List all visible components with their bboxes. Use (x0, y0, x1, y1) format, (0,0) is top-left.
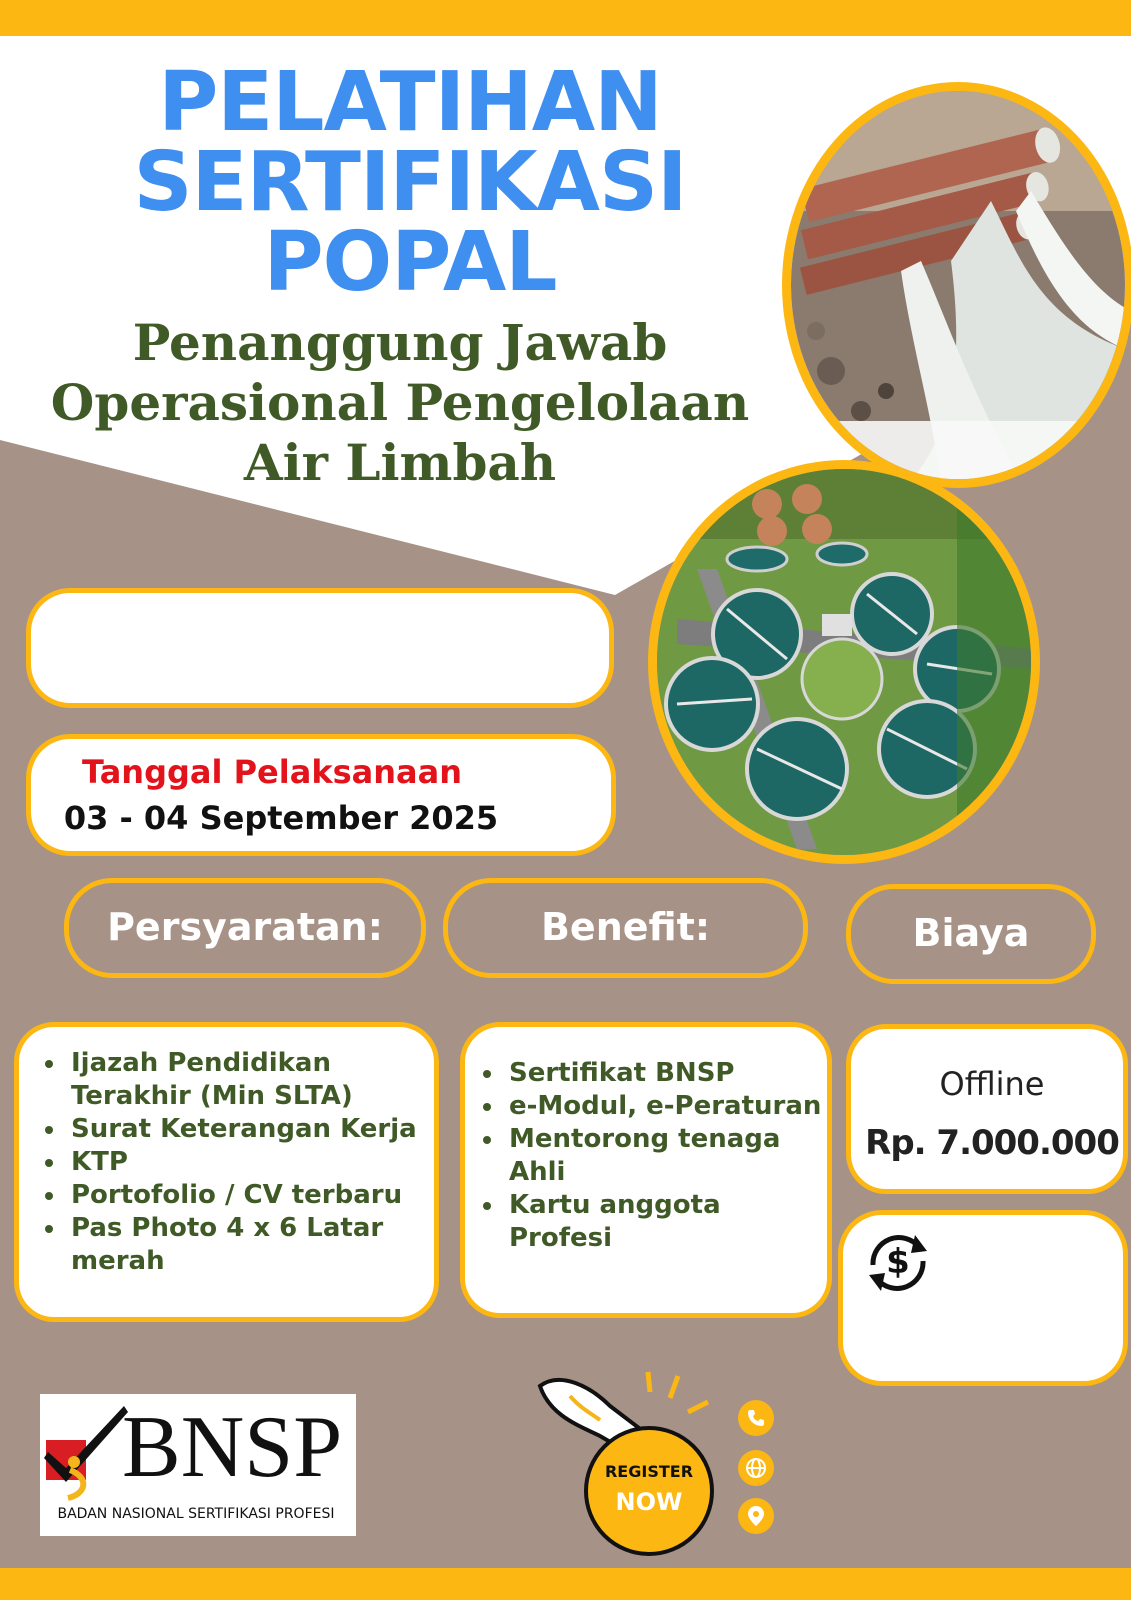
register-now-button[interactable] (584, 1426, 714, 1556)
globe-icon[interactable] (738, 1450, 774, 1486)
bottom-accent-bar (0, 1568, 1131, 1600)
benefits-heading: Benefit: (443, 878, 808, 978)
requirements-box (14, 1022, 439, 1322)
refund-box (838, 1210, 1128, 1386)
subtitle-line-1: Penanggung Jawab (132, 313, 668, 372)
requirements-list (29, 1047, 434, 1278)
now-label: NOW (615, 1488, 683, 1516)
schedule-box (26, 734, 616, 856)
schedule-label: Tanggal Pelaksanaan (82, 753, 462, 791)
benefit-item: • Sertifikat BNSP (505, 1057, 827, 1090)
benefits-box (460, 1022, 832, 1318)
schedule-date: 03 - 04 September 2025 (63, 799, 499, 837)
requirement-item: • Portofolio / CV terbaru (67, 1179, 434, 1212)
bnsp-logo-text: BNSP (122, 1399, 343, 1496)
svg-text:$: $ (886, 1242, 910, 1282)
subtitle-line-3: Air Limbah (243, 433, 557, 492)
title-line-1: PELATIHAN (158, 55, 662, 150)
requirement-item: • Surat Keterangan Kerja (67, 1113, 434, 1146)
subtitle-line-2: Operasional Pengelolaan (50, 373, 750, 432)
price-amount: Rp. 7.000.000 (865, 1123, 1119, 1163)
price-mode: Offline (939, 1065, 1045, 1103)
phone-icon[interactable] (738, 1400, 774, 1436)
register-label: REGISTER (604, 1462, 694, 1481)
benefit-item: • Mentorong tenaga Ahli (505, 1123, 827, 1189)
bnsp-emblem-icon (40, 1402, 130, 1502)
title-line-2: SERTIFIKASI (133, 135, 687, 230)
requirement-item: • Pas Photo 4 x 6 Latar merah (67, 1212, 434, 1278)
treatment-plant-photo (648, 460, 1040, 864)
benefit-item: • e-Modul, e-Peraturan (505, 1090, 827, 1123)
price-box (846, 1024, 1128, 1194)
requirement-item: • KTP (67, 1146, 434, 1179)
bnsp-logo (40, 1394, 356, 1536)
cost-heading: Biaya (846, 884, 1096, 984)
benefit-item: • Kartu anggota Profesi (505, 1189, 827, 1255)
location-pin-icon[interactable] (738, 1498, 774, 1534)
requirements-heading: Persyaratan: (64, 878, 426, 978)
bnsp-caption: BADAN NASIONAL SERTIFIKASI PROFESI (57, 1506, 335, 1522)
blank-info-box (26, 588, 614, 708)
wastewater-pipes-photo (782, 82, 1131, 488)
benefits-list (467, 1057, 827, 1255)
title-line-3: POPAL (263, 215, 557, 310)
dollar-cycle-icon (853, 1221, 943, 1301)
requirement-item: • Ijazah Pendidikan Terakhir (Min SLTA) (67, 1047, 434, 1113)
